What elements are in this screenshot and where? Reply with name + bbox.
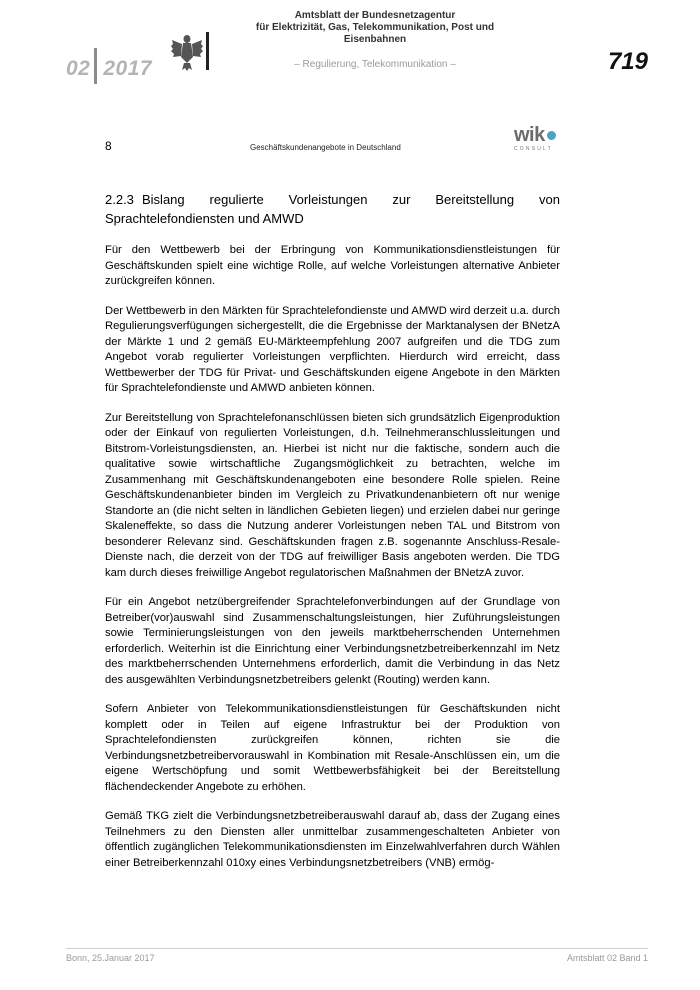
section-heading (105, 190, 560, 228)
document-body (105, 190, 560, 885)
paragraph: Sofern Anbieter von Telekommunikationsdienstleistungen für Geschäftskunden nicht komplett oder in Teilen auf eigene Infrastruktur bei der Produktion von Sprachtelefondiensten zurückgreifen können, richten sie die Verbindungsnetzbetreibervorauswahl in Kombination mit Resale-Anschlüssen ein, um die eigene Wertschöpfung und somit Wettbewerbsfähigkeit bei der Bereitstellung flächendeckender Angebote zu erhöhen. (105, 703, 560, 793)
wik-logo-text: wik (514, 124, 545, 146)
gazette-title (230, 10, 520, 46)
report-running-title: Geschäftskundenangebote in Deutschland (250, 143, 401, 152)
issue-label (66, 48, 152, 84)
issue-number: 02 (66, 57, 91, 80)
gazette-subtitle: – Regulierung, Telekommunikation – (294, 59, 456, 70)
wik-logo-subtext: CONSULT (514, 146, 553, 152)
wik-consult-logo (514, 125, 564, 155)
gazette-title-line2: für Elektrizität, Gas, Telekommunikation, Post und Eisenbahnen (255, 22, 495, 45)
report-page-number: 8 (105, 139, 112, 153)
federal-eagle-icon (170, 32, 204, 72)
paragraph: Für den Wettbewerb bei der Erbringung von Kommunikationsdienstleistungen für Geschäftskunden spielt eine wichtige Rolle, auf welche Vorleistungen alternative Anbieter zurückgreifen können. (105, 244, 560, 287)
footer-divider (66, 948, 648, 949)
wik-dot-icon (547, 131, 556, 140)
section-number: 2.2.3 (105, 192, 134, 207)
paragraph: Der Wettbewerb in den Märkten für Sprachtelefondienste und AMWD wird derzeit u.a. durch Regulierungsverfügungen sichergestellt, die die Ergebnisse der Marktanalysen der BNetzA der Märkte 1 und 2 gemäß EU-Märkteempfehlung 2007 aufgreifen und die TDG zum Angebot vorab regulierter Vorleistungen verpflichten. Hierdurch wird erreicht, dass Wettbewerber der TDG für Privat- und Geschäftskunden eigene Angebote in den Märkten für Sprachtelefondienste und AMWD anbieten können. (105, 304, 560, 394)
footer-issue: Amtsblatt 02 Band 1 (566, 953, 648, 963)
paragraph: Gemäß TKG zielt die Verbindungsnetzbetreiberauswahl darauf ab, dass der Zugang eines Teilnehmers zu den Diensten aller unmittelbar zusammengeschalteten Anbieter von öffentlich zugänglichen Telekommunikationsdiensten im Einzelwahlverfahren durch Wählen einer Betreiberkennzahl 010xy eines Verbindungsnetzbetreibers (VNB) ermög- (105, 810, 560, 869)
paragraph: Zur Bereitstellung von Sprachtelefonanschlüssen bieten sich grundsätzlich Eigenproduktion oder der Einkauf von regulierten Vorleistungen, d.h. Teilnehmeranschlussleitungen und Bitstrom-Vorleistungsdiensten, an. Hierbei ist nicht nur die faktische, sondern auch die qualitative sowie wirtschaftliche Zugangsmöglichkeit zu betrachten, welche im Zusammenhang mit Geschäftskundenangeboten eine besondere Rolle spielen. Reine Geschäftskundenanbieter binden im Vergleich zu Privatkundenanbietern oft nur wenige Standorte an (die nicht selten in ländlichen Gebieten liegen) und erzielen dabei nur geringe Skaleneffekte, so dass die Nutzung anderer Vorleistungen neben TAL und Bitstrom von besonderer Relevanz sind. Geschäftskunden fragen z.B. sogenannte Anschluss-Resale-Dienste nach, die derzeit von der TDG auf freiwilliger Basis angeboten werden. Die TDG kam durch dieses freiwillige Angebot regulatorischen Maßnahmen der BNetzA zuvor. (105, 411, 560, 579)
issue-year: 2017 (103, 57, 153, 80)
issue-separator (94, 48, 97, 84)
footer-date: Bonn, 25.Januar 2017 (66, 953, 155, 963)
header-divider (206, 32, 209, 70)
gazette-title-line1: Amtsblatt der Bundesnetzagentur (294, 10, 456, 21)
section-title: Bislang regulierte Vorleistungen zur Bereitstellung von Sprachtelefondiensten und AMWD (105, 192, 560, 226)
gazette-page-number: 719 (607, 48, 648, 75)
paragraph: Für ein Angebot netzübergreifender Sprachtelefonverbindungen auf der Grundlage von Betreiber(vor)auswahl sind Zusammenschaltungsleistungen, hier Zuführungsleistungen sowie Terminierungsleistungen von den jeweils marktbeherrschenden Unternehmen erforderlich. Weiterhin ist die Einrichtung einer Verbindungsnetzbetreiberkennzahl im Netz des marktbeherrschenden Unternehmens erforderlich, damit die Verbindung in das Netz des ausgewählten Verbindungsnetzbetreibers gelenkt (Routing) werden kann. (105, 596, 560, 686)
